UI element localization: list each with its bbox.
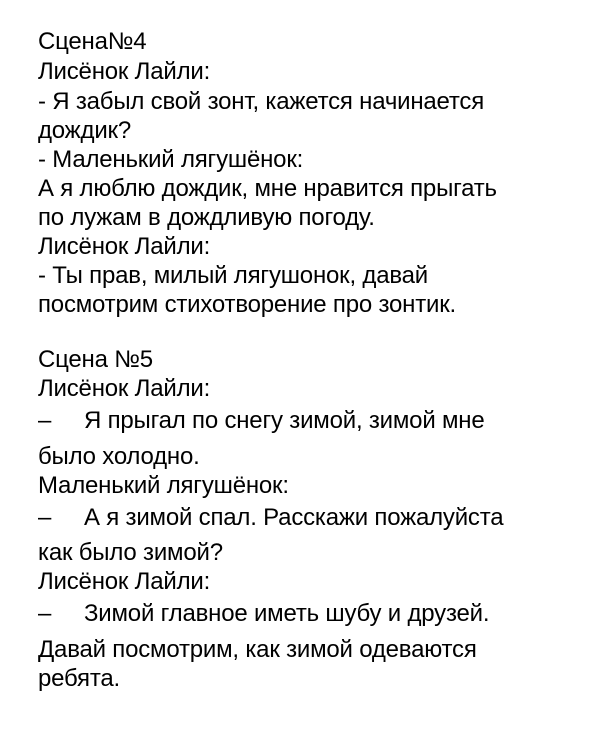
scene5-line-2b: как было зимой? (38, 539, 223, 566)
dash-marker: – (38, 407, 52, 434)
scene5-line-1a (38, 406, 485, 436)
scene4-line-2a: А я люблю дождик, мне нравится прыгать (38, 175, 497, 202)
scene4-line-1a: - Я забыл свой зонт, кажется начинается (38, 88, 485, 115)
scene4-speaker-frog: - Маленький лягушёнок: (38, 146, 304, 173)
scene5-line-3c: ребята. (38, 665, 120, 692)
scene5-speaker-fox-2: Лисёнок Лайли: (38, 568, 211, 595)
scene4-speaker-fox-1: Лисёнок Лайли: (38, 58, 211, 85)
scene4-line-3b: посмотрим стихотворение про зонтик. (38, 291, 456, 318)
scene4-line-3a: - Ты прав, милый лягушонок, давай (38, 262, 428, 289)
scene5-line-2a (38, 503, 503, 533)
scene5-speaker-frog: Маленький лягушёнок: (38, 472, 289, 499)
scene5-line-3a (38, 599, 489, 629)
scene5-line-3b: Давай посмотрим, как зимой одеваются (38, 636, 477, 663)
scene5-line-1b: было холодно. (38, 443, 200, 470)
dash-marker: – (38, 600, 52, 627)
scene5-line-2a-text: А я зимой спал. Расскажи пожалуйста (84, 504, 504, 531)
scene4-speaker-fox-2: Лисёнок Лайли: (38, 233, 211, 260)
scene5-line-1a-text: Я прыгал по снегу зимой, зимой мне (84, 407, 485, 434)
scene4-line-2b: по лужам в дождливую погоду. (38, 204, 375, 231)
scene5-speaker-fox-1: Лисёнок Лайли: (38, 375, 211, 402)
scene4-title: Сцена№4 (38, 28, 147, 55)
scene5-title: Сцена №5 (38, 346, 153, 373)
scene5-line-3a-text: Зимой главное иметь шубу и друзей. (84, 600, 490, 627)
scene4-line-1b: дождик? (38, 117, 131, 144)
dash-marker: – (38, 504, 52, 531)
